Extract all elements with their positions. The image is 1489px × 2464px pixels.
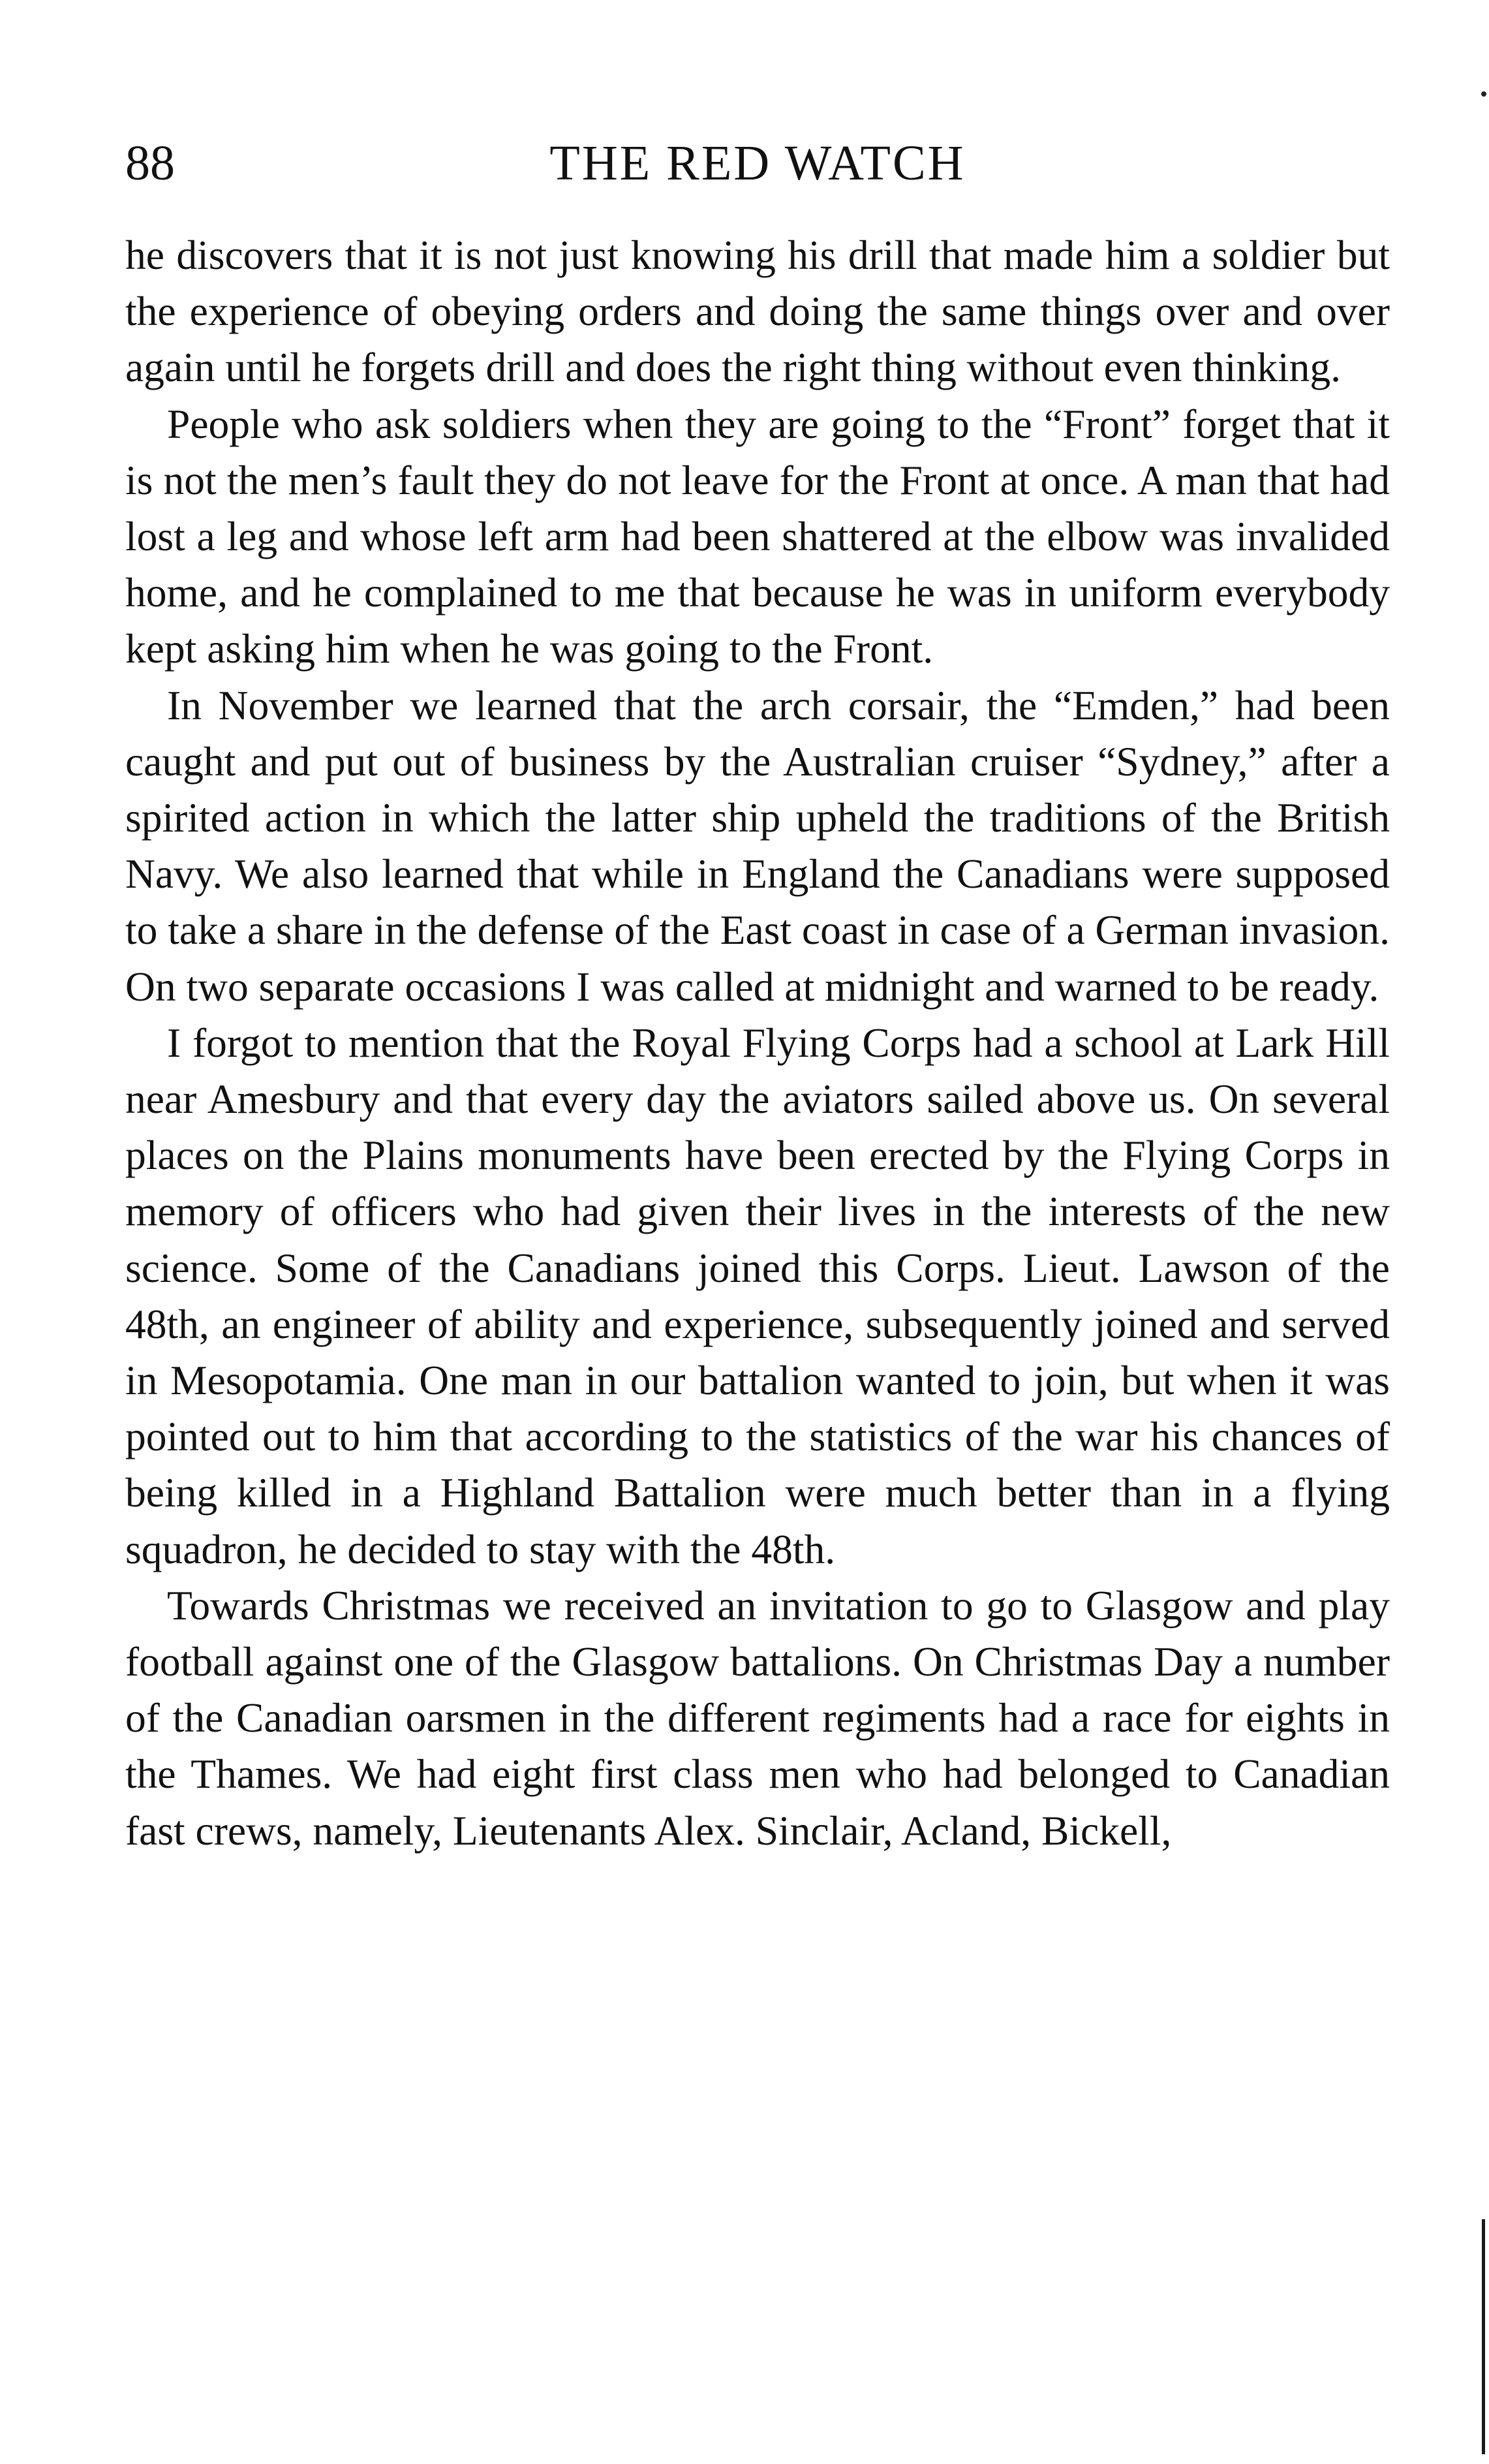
page-header [125,131,1390,196]
paragraph: In November we learned that the arch corsair, the “Emden,” had been caught and put out of business by the Australian cruiser “Sydney,” after a spirited action in which the latter ship upheld the traditions of the British Navy. We also learned that while in England the Canadians were supposed to take a share in the defense of the East coast in case of a German invasion. On two separate occasions I was called at midnight and warned to be ready. [125,681,1390,1010]
paragraph: People who ask soldiers when they are going to the “Front” forget that it is not the men’s fault they do not leave for the Front at once. A man that had lost a leg and whose left arm had been shattered at the elbow was invalided home, and he complained to me that because he was in uniform everybody kept asking him when he was going to the Front. [125,400,1390,672]
paragraph: I forgot to mention that the Royal Flying Corps had a school at Lark Hill near Amesbury and that every day the aviators sailed above us. On several places on the Plains monuments have been erected by the Flying Corps in memory of officers who had given their lives in the interests of the new science. Some of the Canadians joined this Corps. Lieut. Lawson of the 48th, an engineer of ability and experience, subsequently joined and served in Mesopotamia. One man in our battalion wanted to join, but when it was pointed out to him that according to the statistics of the war his chances of being killed in a Highland Battalion were much better than in a flying squadron, he decided to stay with the 48th. [125,1019,1390,1572]
body-text [125,227,1390,1859]
scan-edge-line [1482,2219,1485,2454]
book-page [125,131,1390,1859]
scan-speck [1481,91,1486,97]
paragraph: Towards Christmas we received an invitation to go to Glasgow and play football against one of the Glasgow battalions. On Christmas Day a number of the Canadian oarsmen in the different regiments had a race for eights in the Thames. We had eight first class men who had belonged to Canadian fast crews, namely, Lieutenants Alex. Sinclair, Acland, Bickell, [125,1582,1390,1854]
page-number: 88 [125,136,175,191]
paragraph-continuation: he discovers that it is not just knowing his drill that made him a soldier but the experience of obeying orders and doing the same things over and over again until he forgets drill and does the right thing without even thinking. [125,232,1390,391]
running-title: THE RED WATCH [549,136,966,191]
